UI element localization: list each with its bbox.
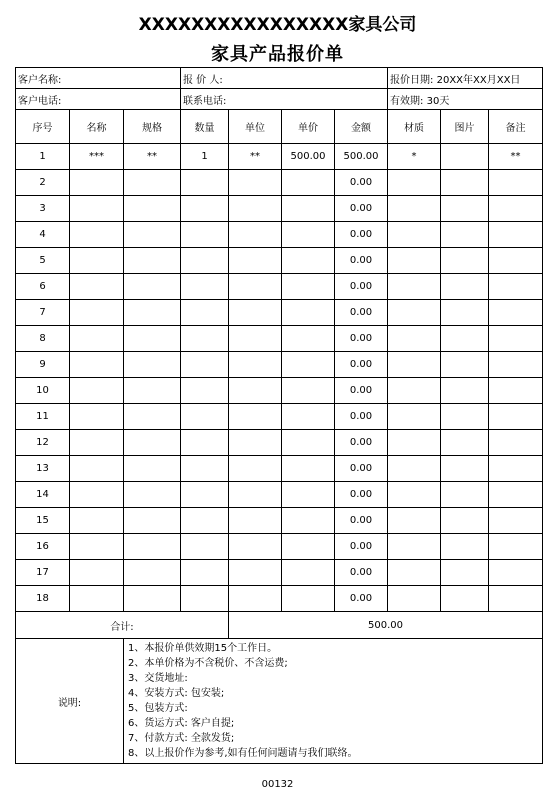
table-cell[interactable] xyxy=(489,222,543,248)
table-cell[interactable] xyxy=(441,560,489,586)
table-cell[interactable] xyxy=(70,534,124,560)
note-line: 8、以上报价作为参考,如有任何问题请与我们联络。 xyxy=(128,748,358,759)
table-cell: 7 xyxy=(16,300,70,326)
table-cell[interactable] xyxy=(229,378,282,404)
table-cell[interactable] xyxy=(124,404,181,430)
table-cell[interactable]: 0.00 xyxy=(335,222,388,248)
table-cell[interactable]: 0.00 xyxy=(335,248,388,274)
table-cell[interactable] xyxy=(229,456,282,482)
validity-field[interactable]: 有效期: 30天 xyxy=(388,89,543,110)
note-line: 6、货运方式: 客户自提; xyxy=(128,718,235,729)
contact-phone-field[interactable]: 联系电话: xyxy=(181,89,388,110)
table-cell[interactable] xyxy=(388,248,441,274)
column-header: 材质 xyxy=(388,110,441,144)
table-cell[interactable] xyxy=(229,170,282,196)
table-cell: 4 xyxy=(16,222,70,248)
table-cell[interactable] xyxy=(70,560,124,586)
note-line: 7、付款方式: 全款发货; xyxy=(128,733,235,744)
table-cell[interactable] xyxy=(124,300,181,326)
table-cell[interactable] xyxy=(441,222,489,248)
table-cell[interactable] xyxy=(124,456,181,482)
table-cell[interactable] xyxy=(124,560,181,586)
table-cell[interactable] xyxy=(388,508,441,534)
table-cell[interactable] xyxy=(229,274,282,300)
total-value: 500.00 xyxy=(229,612,543,639)
table-row xyxy=(16,404,543,430)
table-cell: 17 xyxy=(16,560,70,586)
table-cell: 9 xyxy=(16,352,70,378)
table-cell: 11 xyxy=(16,404,70,430)
table-cell[interactable] xyxy=(282,170,335,196)
table-cell[interactable] xyxy=(229,508,282,534)
column-header: 图片 xyxy=(441,110,489,144)
table-cell[interactable]: 0.00 xyxy=(335,274,388,300)
table-cell[interactable] xyxy=(70,404,124,430)
table-cell[interactable] xyxy=(124,534,181,560)
table-cell[interactable] xyxy=(282,300,335,326)
table-cell[interactable] xyxy=(388,560,441,586)
table-cell[interactable] xyxy=(181,222,229,248)
table-cell[interactable] xyxy=(181,378,229,404)
table-cell[interactable] xyxy=(282,274,335,300)
table-cell[interactable] xyxy=(229,430,282,456)
table-row xyxy=(16,482,543,508)
table-cell[interactable] xyxy=(489,378,543,404)
table-cell[interactable] xyxy=(124,248,181,274)
column-header: 备注 xyxy=(489,110,543,144)
table-cell[interactable]: 0.00 xyxy=(335,196,388,222)
table-cell: 12 xyxy=(16,430,70,456)
table-cell[interactable]: *** xyxy=(70,144,124,170)
table-cell[interactable] xyxy=(441,482,489,508)
table-cell[interactable] xyxy=(489,534,543,560)
table-cell[interactable] xyxy=(388,586,441,612)
column-header: 单位 xyxy=(229,110,282,144)
table-cell[interactable] xyxy=(229,300,282,326)
table-cell[interactable] xyxy=(388,222,441,248)
quote-date-field[interactable]: 报价日期: 20XX年XX月XX日 xyxy=(388,68,543,89)
table-cell[interactable] xyxy=(124,586,181,612)
table-cell: 5 xyxy=(16,248,70,274)
table-cell[interactable] xyxy=(70,248,124,274)
table-cell[interactable] xyxy=(282,326,335,352)
table-cell[interactable]: ** xyxy=(229,144,282,170)
table-cell[interactable] xyxy=(489,248,543,274)
table-cell[interactable] xyxy=(441,144,489,170)
column-header: 序号 xyxy=(16,110,70,144)
table-cell[interactable] xyxy=(441,404,489,430)
table-cell[interactable] xyxy=(229,404,282,430)
table-cell[interactable] xyxy=(181,456,229,482)
table-cell[interactable] xyxy=(229,222,282,248)
table-cell[interactable] xyxy=(181,170,229,196)
table-cell[interactable] xyxy=(441,378,489,404)
table-cell[interactable] xyxy=(489,352,543,378)
table-cell[interactable] xyxy=(282,378,335,404)
table-cell[interactable] xyxy=(70,430,124,456)
table-cell[interactable] xyxy=(441,456,489,482)
table-cell[interactable] xyxy=(441,248,489,274)
table-row xyxy=(16,326,543,352)
table-cell[interactable] xyxy=(181,430,229,456)
table-cell[interactable]: 0.00 xyxy=(335,378,388,404)
table-row xyxy=(16,170,543,196)
table-cell[interactable]: 500.00 xyxy=(282,144,335,170)
table-cell[interactable] xyxy=(441,326,489,352)
table-cell[interactable] xyxy=(181,508,229,534)
table-cell[interactable] xyxy=(441,430,489,456)
table-cell[interactable] xyxy=(229,560,282,586)
table-cell[interactable] xyxy=(282,404,335,430)
note-line: 4、安装方式: 包安装; xyxy=(128,688,225,699)
table-cell[interactable] xyxy=(181,586,229,612)
column-header: 规格 xyxy=(124,110,181,144)
table-row xyxy=(16,352,543,378)
table-cell[interactable] xyxy=(282,586,335,612)
table-cell[interactable] xyxy=(70,352,124,378)
table-row xyxy=(16,560,543,586)
notes-content xyxy=(124,639,543,764)
table-cell: 18 xyxy=(16,586,70,612)
column-header: 金额 xyxy=(335,110,388,144)
table-cell[interactable]: 0.00 xyxy=(335,300,388,326)
table-cell: 15 xyxy=(16,508,70,534)
table-cell[interactable] xyxy=(388,300,441,326)
table-row xyxy=(16,248,543,274)
total-label: 合计: xyxy=(16,612,229,639)
table-cell[interactable] xyxy=(181,482,229,508)
table-cell[interactable] xyxy=(124,196,181,222)
note-line: 5、包装方式: xyxy=(128,703,188,714)
table-cell[interactable] xyxy=(282,222,335,248)
table-cell[interactable] xyxy=(124,274,181,300)
table-row xyxy=(16,456,543,482)
table-cell[interactable] xyxy=(282,482,335,508)
table-cell[interactable] xyxy=(441,352,489,378)
table-row xyxy=(16,196,543,222)
table-cell[interactable] xyxy=(489,586,543,612)
footer-code: 00132 xyxy=(261,779,294,790)
table-cell[interactable] xyxy=(441,196,489,222)
table-cell[interactable] xyxy=(388,326,441,352)
table-cell[interactable] xyxy=(282,248,335,274)
note-line: 2、本单价格为不含税价、不含运费; xyxy=(128,658,288,669)
table-cell[interactable] xyxy=(229,482,282,508)
table-cell[interactable] xyxy=(489,404,543,430)
table-cell[interactable] xyxy=(489,456,543,482)
table-cell[interactable] xyxy=(441,586,489,612)
table-cell: 3 xyxy=(16,196,70,222)
table-cell[interactable] xyxy=(124,326,181,352)
note-line: 3、交货地址: xyxy=(128,673,188,684)
table-cell[interactable]: 0.00 xyxy=(335,326,388,352)
table-cell[interactable] xyxy=(229,534,282,560)
table-cell: 10 xyxy=(16,378,70,404)
table-cell[interactable] xyxy=(181,326,229,352)
table-cell[interactable]: 0.00 xyxy=(335,586,388,612)
table-cell[interactable] xyxy=(181,196,229,222)
table-cell[interactable] xyxy=(70,482,124,508)
table-cell: 8 xyxy=(16,326,70,352)
table-cell[interactable] xyxy=(124,430,181,456)
table-row xyxy=(16,586,543,612)
table-cell[interactable]: 0.00 xyxy=(335,534,388,560)
company-name: XXXXXXXXXXXXXXXX家具公司 xyxy=(138,15,417,35)
table-cell[interactable] xyxy=(441,534,489,560)
table-cell[interactable] xyxy=(229,248,282,274)
table-cell[interactable] xyxy=(388,430,441,456)
table-cell[interactable] xyxy=(70,300,124,326)
table-row xyxy=(16,300,543,326)
table-cell[interactable] xyxy=(181,560,229,586)
table-cell[interactable] xyxy=(282,196,335,222)
table-cell[interactable] xyxy=(282,560,335,586)
table-cell[interactable] xyxy=(124,352,181,378)
notes-label: 说明: xyxy=(16,639,124,764)
table-cell: 2 xyxy=(16,170,70,196)
table-cell[interactable]: 0.00 xyxy=(335,404,388,430)
customer-name-field[interactable]: 客户名称: xyxy=(16,68,181,89)
table-cell[interactable] xyxy=(388,482,441,508)
table-cell[interactable] xyxy=(282,352,335,378)
table-cell[interactable]: 500.00 xyxy=(335,144,388,170)
table-cell[interactable] xyxy=(70,222,124,248)
table-cell[interactable] xyxy=(181,274,229,300)
document-title: 家具产品报价单 xyxy=(211,44,344,65)
table-cell[interactable]: 0.00 xyxy=(335,352,388,378)
table-cell[interactable] xyxy=(388,534,441,560)
table-cell: 6 xyxy=(16,274,70,300)
total-row xyxy=(16,612,543,639)
table-cell[interactable] xyxy=(489,430,543,456)
info-row-1 xyxy=(16,68,543,89)
table-cell[interactable] xyxy=(229,326,282,352)
info-row-2 xyxy=(16,89,543,110)
table-cell[interactable] xyxy=(388,456,441,482)
table-cell[interactable] xyxy=(489,196,543,222)
table-cell[interactable] xyxy=(70,456,124,482)
notes-row xyxy=(16,639,543,764)
table-cell[interactable] xyxy=(70,586,124,612)
table-cell[interactable] xyxy=(282,456,335,482)
table-cell[interactable]: ** xyxy=(124,144,181,170)
table-row xyxy=(16,378,543,404)
table-cell[interactable] xyxy=(181,352,229,378)
table-cell[interactable] xyxy=(388,352,441,378)
table-cell[interactable] xyxy=(441,274,489,300)
note-line: 1、本报价单供效期15个工作日。 xyxy=(128,643,278,654)
table-row xyxy=(16,222,543,248)
table-cell[interactable] xyxy=(124,482,181,508)
table-cell: 13 xyxy=(16,456,70,482)
table-cell[interactable] xyxy=(282,430,335,456)
table-cell[interactable] xyxy=(489,508,543,534)
table-cell: 14 xyxy=(16,482,70,508)
table-cell[interactable] xyxy=(181,404,229,430)
table-cell[interactable] xyxy=(282,534,335,560)
table-cell[interactable] xyxy=(70,170,124,196)
table-row xyxy=(16,144,543,170)
table-cell[interactable] xyxy=(489,560,543,586)
quoter-field[interactable]: 报 价 人: xyxy=(181,68,388,89)
table-cell[interactable] xyxy=(124,378,181,404)
table-cell[interactable] xyxy=(441,300,489,326)
table-cell[interactable] xyxy=(181,248,229,274)
table-cell[interactable] xyxy=(229,352,282,378)
table-cell[interactable]: 0.00 xyxy=(335,508,388,534)
table-row xyxy=(16,534,543,560)
table-row xyxy=(16,508,543,534)
table-cell[interactable] xyxy=(124,170,181,196)
table-cell[interactable] xyxy=(489,300,543,326)
column-header: 数量 xyxy=(181,110,229,144)
table-cell[interactable]: ** xyxy=(489,144,543,170)
table-cell[interactable] xyxy=(70,378,124,404)
table-cell: 16 xyxy=(16,534,70,560)
table-cell[interactable] xyxy=(388,170,441,196)
table-cell[interactable] xyxy=(489,326,543,352)
table-row xyxy=(16,430,543,456)
table-cell[interactable] xyxy=(489,274,543,300)
table-cell[interactable] xyxy=(489,170,543,196)
column-header: 单价 xyxy=(282,110,335,144)
table-cell[interactable] xyxy=(124,508,181,534)
table-cell[interactable] xyxy=(229,196,282,222)
table-cell: 1 xyxy=(16,144,70,170)
table-cell[interactable]: 1 xyxy=(181,144,229,170)
table-cell[interactable] xyxy=(388,196,441,222)
table-cell[interactable] xyxy=(70,274,124,300)
column-header-row xyxy=(16,110,543,144)
table-cell[interactable] xyxy=(388,274,441,300)
table-cell[interactable] xyxy=(441,170,489,196)
table-cell[interactable]: 0.00 xyxy=(335,482,388,508)
table-row xyxy=(16,274,543,300)
table-cell[interactable] xyxy=(441,508,489,534)
table-cell[interactable] xyxy=(229,586,282,612)
table-cell[interactable]: 0.00 xyxy=(335,170,388,196)
table-cell[interactable] xyxy=(70,196,124,222)
column-header: 名称 xyxy=(70,110,124,144)
customer-phone-field[interactable]: 客户电话: xyxy=(16,89,181,110)
table-cell[interactable] xyxy=(388,404,441,430)
table-cell[interactable] xyxy=(388,378,441,404)
table-cell[interactable] xyxy=(70,508,124,534)
table-cell[interactable] xyxy=(70,326,124,352)
table-cell[interactable]: 0.00 xyxy=(335,456,388,482)
table-cell[interactable] xyxy=(181,534,229,560)
table-cell[interactable]: * xyxy=(388,144,441,170)
table-cell[interactable] xyxy=(489,482,543,508)
quote-table xyxy=(15,67,543,764)
table-cell[interactable]: 0.00 xyxy=(335,560,388,586)
table-cell[interactable] xyxy=(181,300,229,326)
table-cell[interactable] xyxy=(124,222,181,248)
table-cell[interactable] xyxy=(282,508,335,534)
table-cell[interactable]: 0.00 xyxy=(335,430,388,456)
